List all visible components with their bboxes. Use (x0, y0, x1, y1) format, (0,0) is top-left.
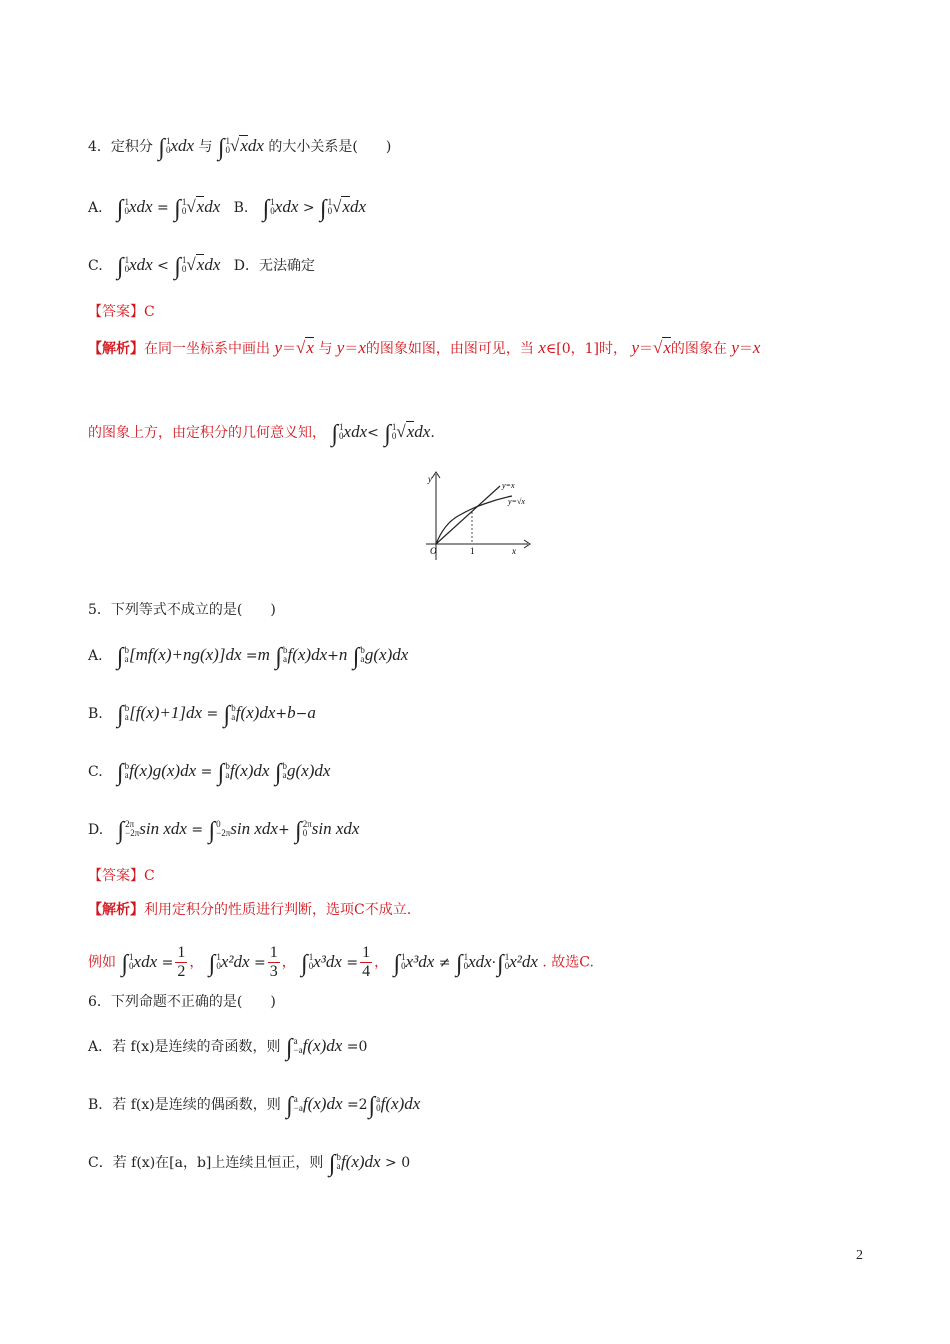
q6-option-a: A．若 f(x)是连续的奇函数，则 ∫a −af(x)dx =0 (88, 1035, 368, 1061)
q5-example: 例如 ∫1 0xdx = $\frac{1}{2}$ ， ∫1 0x²dx = $\frac{1}{3}$ ， ∫1 0x³dx = $\frac{1}{4}$ ， ∫1 0x³dx ≠ ∫1 0xdx·∫1 0x²dx . 故选C. (88, 944, 594, 980)
q6-option-b: B．若 f(x)是连续的偶函数，则 ∫a −af(x)dx =2∫a 0f(x)dx (88, 1093, 421, 1119)
q6-option-c: C．若 f(x)在[a，b]上连续且恒正，则 ∫b af(x)dx > 0 (88, 1151, 411, 1177)
svg-text:y=x: y=x (502, 481, 515, 490)
q4-option-c: C. ∫1 0xdx < ∫1 0√xdx D．无法确定 (88, 254, 315, 280)
q5-option-b: B. ∫b a[f(x)+1]dx = ∫b af(x)dx+b−a (88, 702, 316, 728)
q4-stem: 4．定积分 ∫1 0xdx 与 ∫1 0√xdx 的大小关系是( ) (88, 135, 392, 161)
q5-analysis: 【解析】利用定积分的性质进行判断，选项C不成立. (88, 902, 412, 918)
svg-text:y=√x: y=√x (508, 497, 525, 506)
q4-option-a: A. ∫1 0xdx = ∫1 0√xdx B. ∫1 0xdx > ∫1 0√xdx (88, 196, 367, 222)
page-number: 2 (856, 1248, 863, 1263)
q4-analysis-cont: 的图象上方，由定积分的几何意义知， ∫1 0xdx< ∫1 0√xdx. (88, 421, 435, 447)
svg-text:O: O (430, 546, 437, 556)
svg-text:x: x (512, 546, 516, 556)
q5-option-d: D. ∫2π −2πsin xdx = ∫0 −2πsin xdx+ ∫2π 0 sin xdx (88, 818, 360, 844)
q5-option-a: A. ∫b a[mf(x)+ng(x)]dx =m ∫b af(x)dx+n ∫b ag(x)dx (88, 644, 409, 670)
q5-option-c: C. ∫b af(x)g(x)dx = ∫b af(x)dx ∫b ag(x)dx (88, 760, 331, 786)
q6-stem: 6．下列命题不正确的是( ) (88, 994, 276, 1010)
q5-answer: 【答案】C (88, 868, 155, 884)
q4-analysis: 【解析】在同一坐标系中画出 y＝√x 与 y＝x的图象如图，由图可见，当 x∈[0，1]时， y＝√x的图象在 y＝x (88, 338, 761, 357)
line-y-equals-x (436, 486, 500, 544)
q4-function-graph (410, 468, 540, 568)
q4-option-b: B. (233, 200, 249, 216)
q4-option-d: D．无法确定 (233, 258, 315, 274)
curve-y-equals-sqrt-x (436, 496, 512, 544)
q4-answer: 【答案】C (88, 304, 155, 320)
q5-stem: 5．下列等式不成立的是( ) (88, 602, 276, 618)
svg-text:y: y (428, 474, 432, 484)
svg-text:1: 1 (470, 546, 475, 556)
